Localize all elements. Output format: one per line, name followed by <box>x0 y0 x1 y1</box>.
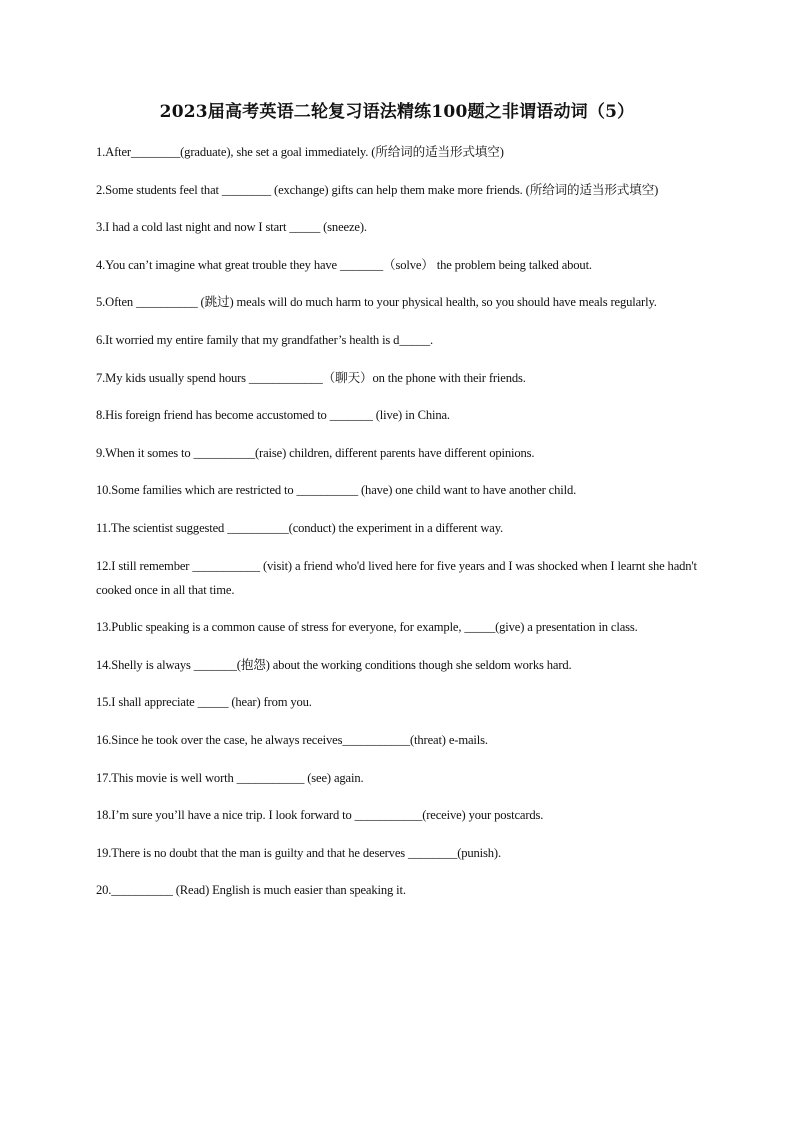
question-item: 15.I shall appreciate _____ (hear) from you. <box>96 695 312 710</box>
question-item: 8.His foreign friend has become accustomed to _______ (live) in China. <box>96 408 450 423</box>
question-item: 12.I still remember ___________ (visit) a friend who'd lived here for five years and I was shocked when I learnt she hadn't cooked once in all that time. <box>96 558 697 597</box>
question-item: 2.Some students feel that ________ (exchange) gifts can help them make more friends. (所给词的适当形式填空) <box>96 182 659 197</box>
question-list <box>96 140 706 916</box>
question-item: 17.This movie is well worth ___________ (see) again. <box>96 770 364 785</box>
question-item: 10.Some families which are restricted to __________ (have) one child want to have another child. <box>96 483 577 498</box>
question-item: 1.After________(graduate), she set a goal immediately. (所给词的适当形式填空) <box>96 145 504 159</box>
question-item: 5.Often __________ (跳过) meals will do much harm to your physical health, so you should have meals regularly. <box>96 295 657 310</box>
question-item: 20.__________ (Read) English is much easier than speaking it. <box>96 883 406 898</box>
question-item: 13.Public speaking is a common cause of stress for everyone, for example, _____(give) a presentation in class. <box>96 620 638 635</box>
question-item: 9.When it somes to __________(raise) children, different parents have different opinions. <box>96 445 535 460</box>
question-item: 16.Since he took over the case, he always receives___________(threat) e-mails. <box>96 732 488 747</box>
question-item: 7.My kids usually spend hours ____________（聊天）on the phone with their friends. <box>96 370 526 385</box>
question-item: 3.I had a cold last night and now I start _____ (sneeze). <box>96 220 367 235</box>
question-item: 19.There is no doubt that the man is guilty and that he deserves ________(punish). <box>96 845 501 860</box>
question-item: 18.I’m sure you’ll have a nice trip. I look forward to ___________(receive) your postcards. <box>96 808 544 823</box>
question-item: 11.The scientist suggested __________(conduct) the experiment in a different way. <box>96 520 504 535</box>
page-title: 2023届高考英语二轮复习语法精练100题之非谓语动词（5） <box>159 102 635 122</box>
question-item: 14.Shelly is always _______(抱怨) about the working conditions though she seldom works hard. <box>96 657 572 672</box>
question-item: 6.It worried my entire family that my grandfather’s health is d_____. <box>96 332 434 347</box>
question-item: 4.You can’t imagine what great trouble they have _______（solve） the problem being talked about. <box>96 257 592 272</box>
